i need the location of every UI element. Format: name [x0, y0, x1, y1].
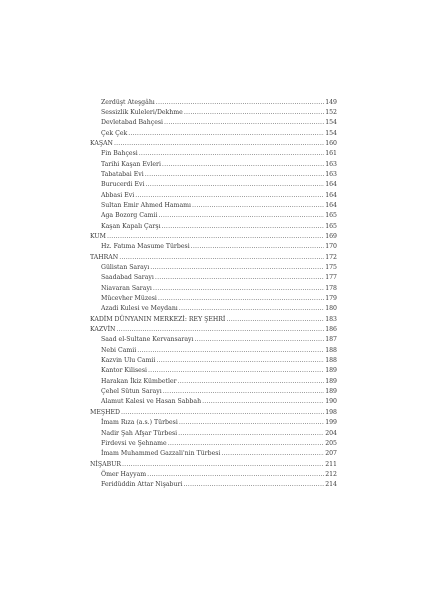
dot-leader — [163, 387, 325, 397]
toc-entry-title: Firdevsi ve Şehname — [101, 439, 167, 447]
dot-leader — [221, 449, 324, 459]
toc-chapter-entry — [90, 408, 337, 418]
dot-leader — [116, 325, 324, 335]
toc-section-entry — [90, 335, 337, 345]
toc-entry-page-number: 190 — [325, 398, 337, 406]
toc-entry-page-number: 189 — [325, 377, 337, 385]
toc-entry-page-number: 169 — [325, 232, 337, 240]
toc-entry-page-number: 198 — [325, 408, 337, 416]
toc-section-entry — [90, 180, 337, 190]
toc-entry-title: Çehel Sütun Sarayı — [101, 388, 162, 396]
toc-entry-title: KAŞAN — [90, 139, 113, 147]
toc-entry-page-number: 207 — [325, 450, 337, 458]
toc-entry-title: KUM — [90, 232, 106, 240]
toc-entry-title: Hz. Fatıma Masume Türbesi — [101, 243, 190, 251]
toc-section-entry — [90, 191, 337, 201]
toc-entry-title: Tabatabai Evi — [101, 170, 144, 178]
toc-section-entry — [90, 429, 337, 439]
toc-entry-title: TAHRAN — [90, 253, 119, 261]
toc-section-entry — [90, 356, 337, 366]
toc-chapter-entry — [90, 315, 337, 325]
toc-section-entry — [90, 129, 337, 139]
toc-entry-title: Nebi Camii — [101, 346, 137, 354]
toc-entry-title: Azadi Kulesi ve Meydanı — [101, 305, 178, 313]
toc-section-entry — [90, 480, 337, 490]
toc-chapter-entry — [90, 232, 337, 242]
toc-entry-page-number: 188 — [325, 357, 337, 365]
toc-entry-title: Tarihi Kaşan Evleri — [101, 160, 161, 168]
toc-entry-title: Zerdüşt Ateşgâhı — [101, 98, 155, 106]
toc-entry-page-number: 179 — [325, 295, 337, 303]
toc-entry-page-number: 214 — [325, 481, 337, 489]
toc-section-entry — [90, 118, 337, 128]
toc-entry-page-number: 177 — [325, 274, 337, 282]
dot-leader — [226, 315, 324, 325]
toc-entry-page-number: 161 — [325, 150, 337, 158]
toc-entry-title: Mücevher Müzesi — [101, 295, 157, 303]
toc-entry-page-number: 199 — [325, 419, 337, 427]
toc-entry-title: Abbasi Evi — [101, 191, 135, 199]
toc-entry-page-number: 165 — [325, 212, 337, 220]
toc-entry-title: Nadir Şah Afşar Türbesi — [101, 429, 178, 437]
dot-leader — [178, 377, 325, 387]
dot-leader — [147, 470, 324, 480]
dot-leader — [179, 304, 324, 314]
toc-entry-page-number: 189 — [325, 367, 337, 375]
toc-section-entry — [90, 294, 337, 304]
toc-entry-page-number: 170 — [325, 243, 337, 251]
toc-entry-page-number: 204 — [325, 429, 337, 437]
toc-entry-title: KADİM DÜNYANIN MERKEZİ: REY ŞEHRİ — [90, 315, 226, 323]
toc-entry-page-number: 188 — [325, 346, 337, 354]
dot-leader — [162, 160, 324, 170]
dot-leader — [155, 273, 324, 283]
dot-leader — [150, 263, 324, 273]
dot-leader — [137, 346, 324, 356]
dot-leader — [195, 335, 325, 345]
toc-entry-title: NİŞABUR — [90, 460, 121, 468]
toc-entry-page-number: 211 — [325, 460, 337, 468]
toc-entry-title: Burucerdi Evi — [101, 181, 145, 189]
toc-entry-title: Fin Bahçesi — [101, 150, 138, 158]
toc-section-entry — [90, 470, 337, 480]
dot-leader — [135, 191, 324, 201]
dot-leader — [179, 418, 324, 428]
toc-entry-page-number: 164 — [325, 181, 337, 189]
toc-entry-title: Niavaran Sarayı — [101, 284, 152, 292]
toc-entry-title: İmam Muhammed Gazzali'nin Türbesi — [101, 450, 221, 458]
toc-entry-title: MEŞHED — [90, 408, 120, 416]
dot-leader — [192, 201, 324, 211]
dot-leader — [178, 429, 324, 439]
toc-entry-page-number: 165 — [325, 222, 337, 230]
toc-entry-page-number: 164 — [325, 191, 337, 199]
table-of-contents — [90, 98, 337, 491]
toc-entry-title: Sessizlik Kuleleri/Dekhme — [101, 108, 183, 116]
toc-entry-page-number: 154 — [325, 119, 337, 127]
dot-leader — [156, 356, 324, 366]
dot-leader — [158, 211, 324, 221]
toc-entry-title: Çek Çek — [101, 129, 128, 137]
toc-entry-page-number: 172 — [325, 253, 337, 261]
dot-leader — [122, 460, 324, 470]
toc-entry-title: Ömer Hayyam — [101, 470, 147, 478]
toc-entry-title: Kaşan Kapalı Çarşı — [101, 222, 161, 230]
toc-entry-title: Devletabad Bahçesi — [101, 119, 164, 127]
toc-section-entry — [90, 149, 337, 159]
toc-entry-page-number: 186 — [325, 326, 337, 334]
toc-entry-title: Gülistan Sarayı — [101, 264, 150, 271]
toc-section-entry — [90, 397, 337, 407]
toc-entry-page-number: 178 — [325, 284, 337, 292]
toc-section-entry — [90, 304, 337, 314]
dot-leader — [114, 139, 324, 149]
toc-section-entry — [90, 387, 337, 397]
toc-entry-title: Kantor Kilisesi — [101, 367, 147, 375]
toc-section-entry — [90, 160, 337, 170]
dot-leader — [139, 149, 324, 159]
toc-entry-title: Kazvin Ulu Camii — [101, 357, 156, 365]
dot-leader — [128, 129, 324, 139]
toc-entry-title: Harakan İkiz Kümbetler — [101, 377, 177, 385]
toc-entry-page-number: 149 — [325, 98, 337, 106]
dot-leader — [148, 366, 324, 376]
dot-leader — [119, 253, 324, 263]
toc-entry-page-number: 189 — [325, 388, 337, 396]
toc-chapter-entry — [90, 253, 337, 263]
toc-entry-page-number: 160 — [325, 139, 337, 147]
dot-leader — [145, 170, 324, 180]
toc-section-entry — [90, 98, 337, 108]
toc-entry-page-number: 187 — [325, 336, 337, 344]
toc-entry-page-number: 175 — [325, 264, 337, 271]
toc-entry-title: KAZVİN — [90, 326, 116, 334]
toc-section-entry — [90, 242, 337, 252]
toc-section-entry — [90, 449, 337, 459]
dot-leader — [191, 242, 325, 252]
toc-section-entry — [90, 263, 337, 273]
toc-entry-page-number: 205 — [325, 439, 337, 447]
toc-section-entry — [90, 108, 337, 118]
dot-leader — [162, 222, 325, 232]
toc-section-entry — [90, 418, 337, 428]
toc-section-entry — [90, 222, 337, 232]
toc-entry-page-number: 212 — [325, 470, 337, 478]
dot-leader — [183, 480, 324, 490]
dot-leader — [184, 108, 324, 118]
toc-entry-title: Saad el-Sultane Kervansarayı — [101, 336, 194, 344]
toc-entry-page-number: 154 — [325, 129, 337, 137]
toc-entry-page-number: 164 — [325, 201, 337, 209]
toc-entry-page-number: 163 — [325, 170, 337, 178]
dot-leader — [202, 397, 324, 407]
dot-leader — [168, 439, 325, 449]
toc-chapter-entry — [90, 460, 337, 470]
toc-section-entry — [90, 273, 337, 283]
toc-section-entry — [90, 346, 337, 356]
dot-leader — [121, 408, 324, 418]
toc-entry-page-number: 152 — [325, 108, 337, 116]
toc-entry-title: Feridüddin Attar Nişaburi — [101, 481, 183, 489]
dot-leader — [164, 118, 324, 128]
toc-entry-page-number: 183 — [325, 315, 337, 323]
toc-entry-title: Saadabad Sarayı — [101, 274, 154, 282]
toc-entry-title: Sultan Emir Ahmed Hamamı — [101, 201, 192, 209]
toc-section-entry — [90, 170, 337, 180]
toc-chapter-entry — [90, 139, 337, 149]
toc-section-entry — [90, 366, 337, 376]
toc-section-entry — [90, 211, 337, 221]
dot-leader — [156, 98, 324, 108]
toc-entry-title: Alamut Kalesi ve Hasan Sabbah — [101, 398, 202, 406]
toc-section-entry — [90, 377, 337, 387]
toc-chapter-entry — [90, 325, 337, 335]
toc-entry-page-number: 163 — [325, 160, 337, 168]
dot-leader — [158, 294, 324, 304]
toc-section-entry — [90, 439, 337, 449]
toc-section-entry — [90, 284, 337, 294]
dot-leader — [107, 232, 324, 242]
dot-leader — [145, 180, 324, 190]
toc-section-entry — [90, 201, 337, 211]
toc-entry-title: İmam Rıza (a.s.) Türbesi — [101, 419, 178, 427]
dot-leader — [153, 284, 324, 294]
toc-entry-page-number: 180 — [325, 305, 337, 313]
toc-entry-title: Aga Bozorg Camii — [101, 212, 158, 220]
